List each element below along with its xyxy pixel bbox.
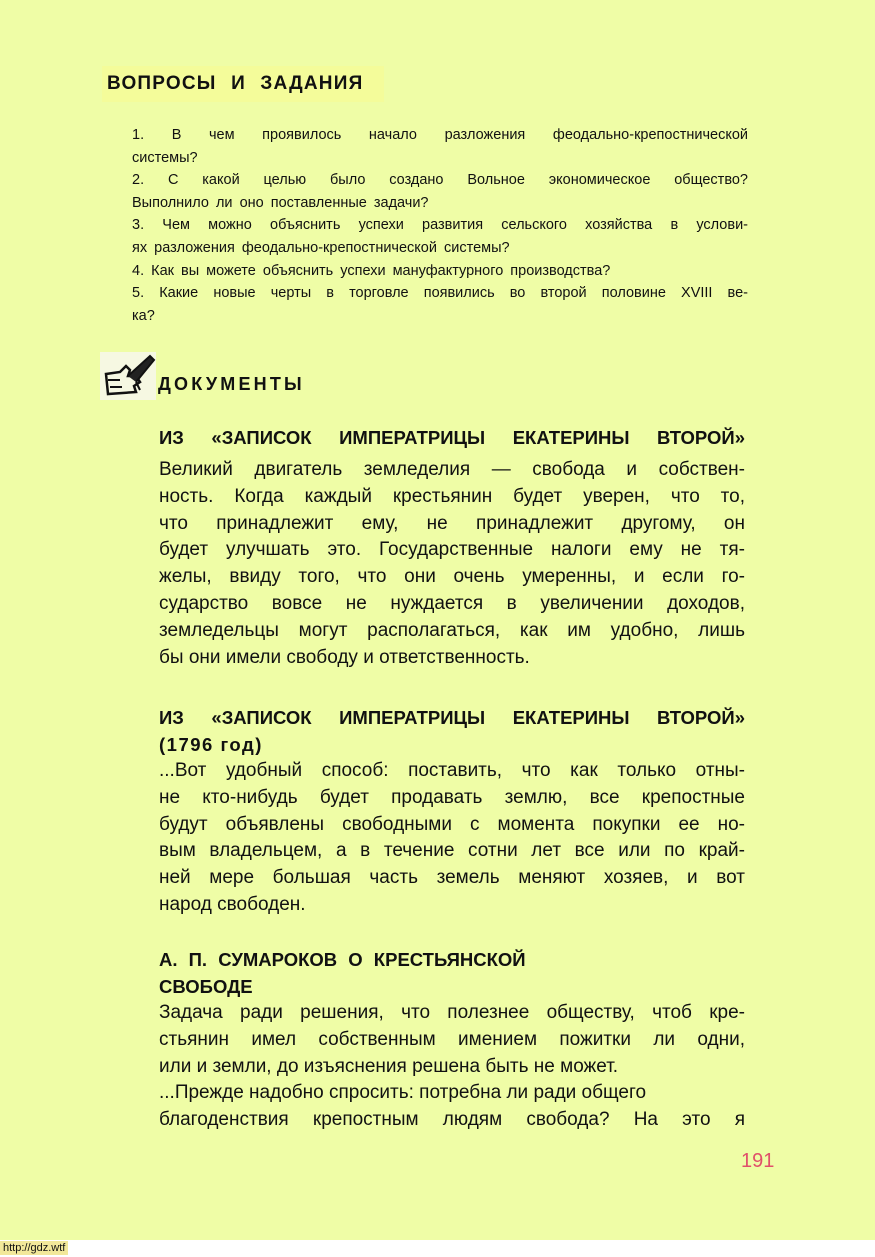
text-line: стьянин имел собственным имением пожитки ли одни, <box>159 1028 745 1050</box>
question-line: 4. Как вы можете объяснить успехи мануфактурного производства? <box>132 262 611 279</box>
document-heading: А. П. СУМАРОКОВ О КРЕСТЬЯНСКОЙ <box>159 949 526 970</box>
text-line: или и земли, до изъяснения решена быть не может. <box>159 1055 619 1077</box>
document-text <box>159 457 745 671</box>
text-line: ность. Когда каждый крестьянин будет уверен, что то, <box>159 485 745 507</box>
text-line: благоденствия крепостным людям свобода? На это я <box>159 1109 745 1131</box>
text-line: народ свободен. <box>159 893 306 915</box>
documents-heading: ДОКУМЕНТЫ <box>158 374 305 394</box>
document-section <box>159 424 745 671</box>
document-text <box>159 1000 745 1134</box>
text-line: не кто-нибудь будет продавать землю, все крепостные <box>159 786 745 808</box>
text-line: ней мере большая часть земель меняют хозяев, и вот <box>159 867 745 889</box>
text-line: ...Прежде надобно спросить: потребна ли ради общего <box>159 1082 647 1104</box>
text-line: вым владельцем, а в течение сотни лет все или по край- <box>159 840 745 862</box>
question-line: 2. С какой целью было создано Вольное экономическое общество? <box>132 172 748 189</box>
question-line: системы? <box>132 149 198 166</box>
question-line: ях разложения феодально-крепостнической системы? <box>132 239 510 256</box>
text-line: Задача ради решения, что полезнее обществу, чтоб кре- <box>159 1002 745 1023</box>
document-heading: СВОБОДЕ <box>159 976 253 997</box>
text-line: земледельцы могут располагаться, как им удобно, лишь <box>159 619 745 641</box>
question-line: 5. Какие новые черты в торговле появились во второй половине XVIII ве- <box>132 285 748 302</box>
page-number: 191 <box>741 1150 775 1172</box>
document-heading: ИЗ «ЗАПИСОК ИМПЕРАТРИЦЫ ЕКАТЕРИНЫ ВТОРОЙ» <box>159 707 745 728</box>
text-line: бы они имели свободу и ответственность. <box>159 646 530 668</box>
text-line: будет улучшать это. Государственные налоги ему не тя- <box>159 539 745 561</box>
text-line: Великий двигатель земледелия — свобода и собствен- <box>159 459 745 480</box>
text-line: сударство вовсе не нуждается в увеличении доходов, <box>159 592 745 614</box>
document-text <box>159 758 745 919</box>
questions-heading: ВОПРОСЫ И ЗАДАНИЯ <box>102 66 384 102</box>
question-line: ка? <box>132 307 155 324</box>
text-line: желы, ввиду того, что они очень умеренны, и если го- <box>159 566 745 588</box>
text-line: что принадлежит ему, не принадлежит другому, он <box>159 512 745 534</box>
document-section <box>159 704 745 919</box>
question-line: 1. В чем проявилось начало разложения феодально-крепостнической <box>132 127 748 143</box>
questions-list <box>132 124 748 327</box>
text-line: будут объявлены свободными с момента покупки ее но- <box>159 813 745 835</box>
question-line: Выполнило ли оно поставленные задачи? <box>132 194 429 211</box>
question-line: 3. Чем можно объяснить успехи развития сельского хозяйства в услови- <box>132 217 748 234</box>
document-heading: ИЗ «ЗАПИСОК ИМПЕРАТРИЦЫ ЕКАТЕРИНЫ ВТОРОЙ» <box>159 427 745 448</box>
document-heading-year: (1796 год) <box>159 734 263 755</box>
watermark-link[interactable]: http://gdz.wtf <box>0 1241 68 1255</box>
document-section <box>159 946 745 1134</box>
text-line: ...Вот удобный способ: поставить, что как только отны- <box>159 760 745 781</box>
hand-writing-icon <box>100 352 156 400</box>
